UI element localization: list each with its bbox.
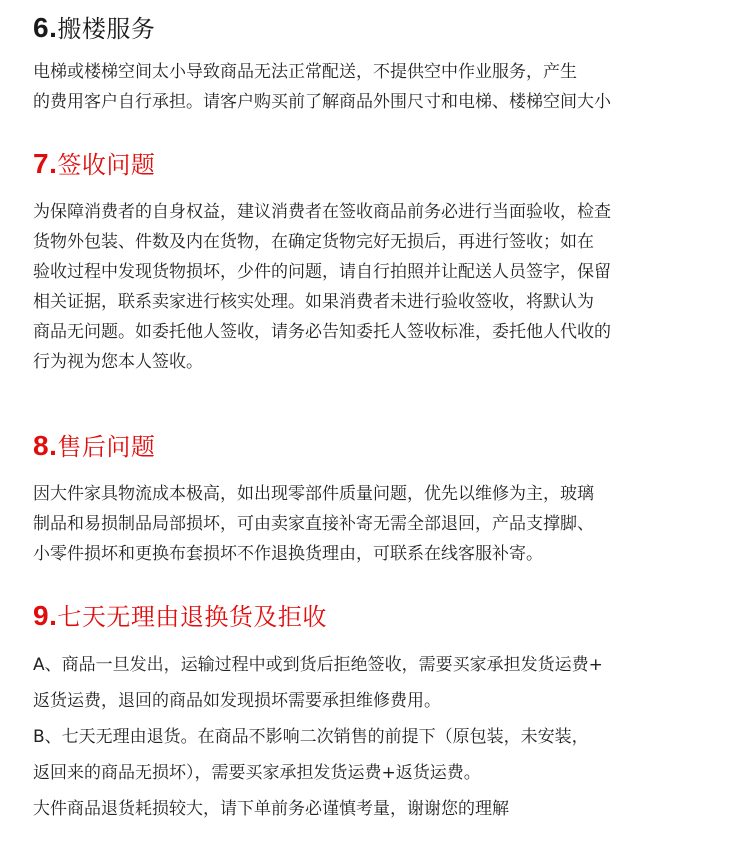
section-title: 售后问题 [57, 433, 156, 461]
section-number: 6. [33, 12, 58, 43]
section-title: 签收问题 [57, 151, 156, 179]
section-number: 7. [33, 148, 58, 179]
body-line: 返回来的商品无损坏），需要买家承担发货运费+返货运费。 [33, 763, 481, 783]
section-title: 搬楼服务 [57, 15, 156, 43]
body-line: 电梯或楼梯空间太小导致商品无法正常配送，不提供空中作业服务，产生 [33, 62, 577, 82]
section-receipt-issues [33, 148, 733, 377]
body-line: 相关证据，联系卖家进行核实处理。如果消费者未进行验收签收，将默认为 [33, 292, 594, 312]
body-line: 商品无问题。如委托他人签收，请务必告知委托人签收标准，委托他人代收的 [33, 322, 611, 342]
section-title: 七天无理由退换货及拒收 [57, 603, 327, 631]
body-line: 的费用客户自行承担。请客户购买前了解商品外围尺寸和电梯、楼梯空间大小 [33, 92, 611, 112]
section-heading [33, 12, 733, 45]
section-moving-service [33, 12, 733, 117]
section-number: 9. [33, 600, 58, 631]
section-after-sales [33, 430, 733, 569]
section-body [33, 57, 733, 117]
body-line: 小零件损坏和更换布套损坏不作退换货理由，可联系在线客服补寄。 [33, 544, 543, 564]
body-line: 制品和易损制品局部损坏，可由卖家直接补寄无需全部退回，产品支撑脚、 [33, 514, 594, 534]
body-line: 大件商品退货耗损较大，请下单前务必谨慎考量，谢谢您的理解 [33, 799, 509, 819]
body-line: 行为视为您本人签收。 [33, 352, 203, 372]
body-line: 返货运费，退回的商品如发现损坏需要承担维修费用。 [33, 691, 441, 711]
body-line: A、商品一旦发出，运输过程中或到货后拒绝签收，需要买家承担发货运费+ [33, 655, 603, 675]
body-line: 为保障消费者的自身权益，建议消费者在签收商品前务必进行当面验收，检查 [33, 202, 611, 222]
section-heading [33, 430, 733, 463]
section-body [33, 197, 733, 377]
section-body [33, 647, 733, 827]
section-heading [33, 600, 733, 633]
body-line: 货物外包装、件数及内在货物，在确定货物完好无损后，再进行签收；如在 [33, 232, 594, 252]
section-heading [33, 148, 733, 181]
body-line: B、七天无理由退货。在商品不影响二次销售的前提下（原包装，未安装， [33, 727, 589, 747]
section-body [33, 479, 733, 569]
section-seven-day-returns [33, 600, 733, 827]
body-line: 因大件家具物流成本极高，如出现零部件质量问题，优先以维修为主，玻璃 [33, 484, 594, 504]
section-number: 8. [33, 430, 58, 461]
body-line: 验收过程中发现货物损坏，少件的问题，请自行拍照并让配送人员签字，保留 [33, 262, 611, 282]
